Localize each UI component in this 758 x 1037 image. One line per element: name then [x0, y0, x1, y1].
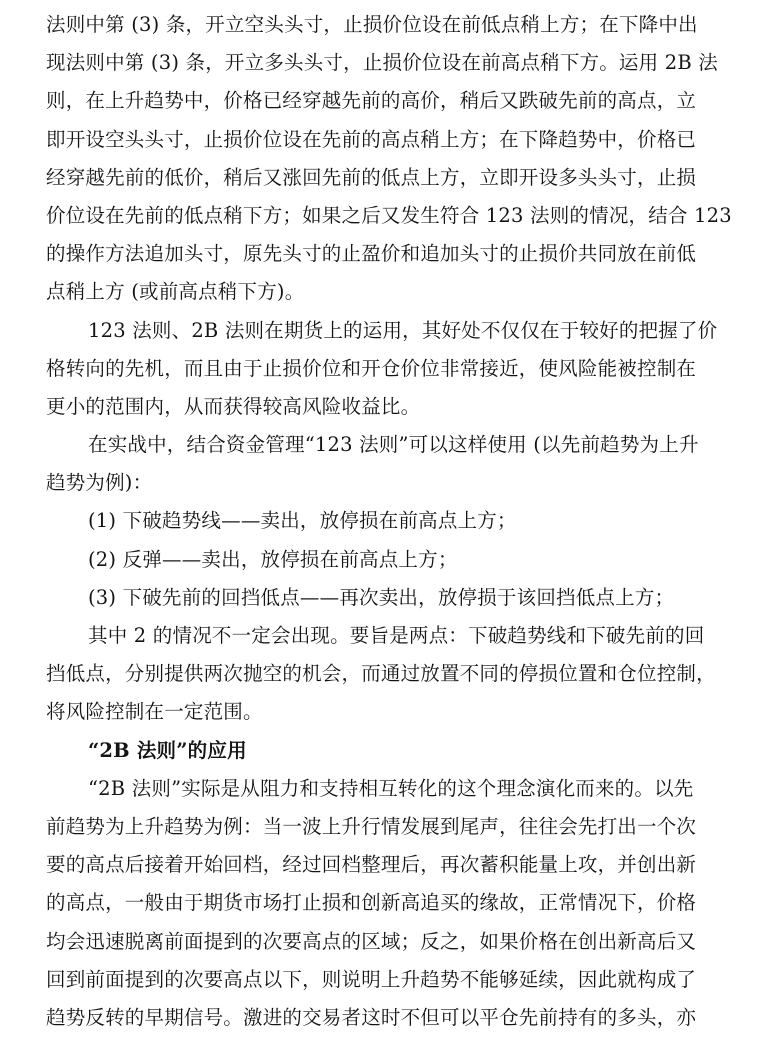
text-line: 则，在上升趋势中，价格已经穿越先前的高价，稍后又跌破先前的高点，立: [46, 89, 697, 113]
text-line: 要的高点后接着开始回档，经过回档整理后，再次蓄积能量上攻，并创出新: [46, 853, 697, 877]
text-line: 格转向的先机，而且由于止损价位和开仓价位非常接近，使风险能被控制在: [46, 356, 697, 380]
text-line: 趋势反转的早期信号。激进的交易者这时不但可以平仓先前持有的多头，亦: [46, 1005, 697, 1029]
list-item: (3) 下破先前的回挡低点——再次卖出，放停损于该回挡低点上方；: [88, 585, 675, 609]
text-line: 均会迅速脱离前面提到的次要高点的区域；反之，如果价格在创出新高后又: [46, 929, 697, 953]
text-line: 前趋势为上升趋势为例：当一波上升行情发展到尾声，往往会先打出一个次: [46, 814, 697, 838]
text-line: 点稍上方 (或前高点稍下方)。: [46, 280, 305, 304]
text-line: 更小的范围内，从而获得较高风险收益比。: [46, 394, 421, 418]
text-line: 现法则中第 (3) 条，开立多头头寸，止损价位设在前高点稍下方。运用 2B 法: [46, 51, 718, 75]
text-line: 的操作方法追加头寸，原先头寸的止盈价和追加头寸的止损价共同放在前低: [46, 242, 697, 266]
text-line: “2B 法则”实际是从阻力和支持相互转化的这个理念演化而来的。以先: [88, 776, 694, 800]
text-line: 挡低点，分别提供两次抛空的机会，而通过放置不同的停损位置和仓位控制，: [46, 662, 716, 686]
document-page: [46, 6, 732, 1037]
text-line: 趋势为例)：: [46, 471, 153, 495]
text-line: 在实战中，结合资金管理“123 法则”可以这样使用 (以先前趋势为上升: [88, 433, 699, 457]
text-line: 价位设在先前的低点稍下方；如果之后又发生符合 123 法则的情况，结合 123: [46, 203, 732, 227]
text-line: 经穿越先前的低价，稍后又涨回先前的低点上方，立即开设多头头寸，止损: [46, 165, 697, 189]
list-item: (2) 反弹——卖出，放停损在前高点上方；: [88, 547, 458, 571]
list-item: (1) 下破趋势线——卖出，放停损在前高点上方；: [88, 509, 517, 533]
text-line: 123 法则、2B 法则在期货上的运用，其好处不仅仅在于较好的把握了价: [88, 318, 718, 342]
section-heading: “2B 法则”的应用: [88, 738, 247, 762]
text-line: 其中 2 的情况不一定会出现。要旨是两点：下破趋势线和下破先前的回: [88, 624, 705, 647]
text-line: 将风险控制在一定范围。: [46, 700, 263, 724]
text-line: 的高点，一般由于期货市场打止损和创新高追买的缘故，正常情况下，价格: [46, 891, 697, 915]
text-line: 法则中第 (3) 条，开立空头头寸，止损价位设在前低点稍上方；在下降中出: [46, 13, 698, 36]
text-line: 回到前面提到的次要高点以下，则说明上升趋势不能够延续，因此就构成了: [46, 967, 697, 991]
text-line: 即开设空头头寸，止损价位设在先前的高点稍上方；在下降趋势中，价格已: [46, 127, 697, 151]
